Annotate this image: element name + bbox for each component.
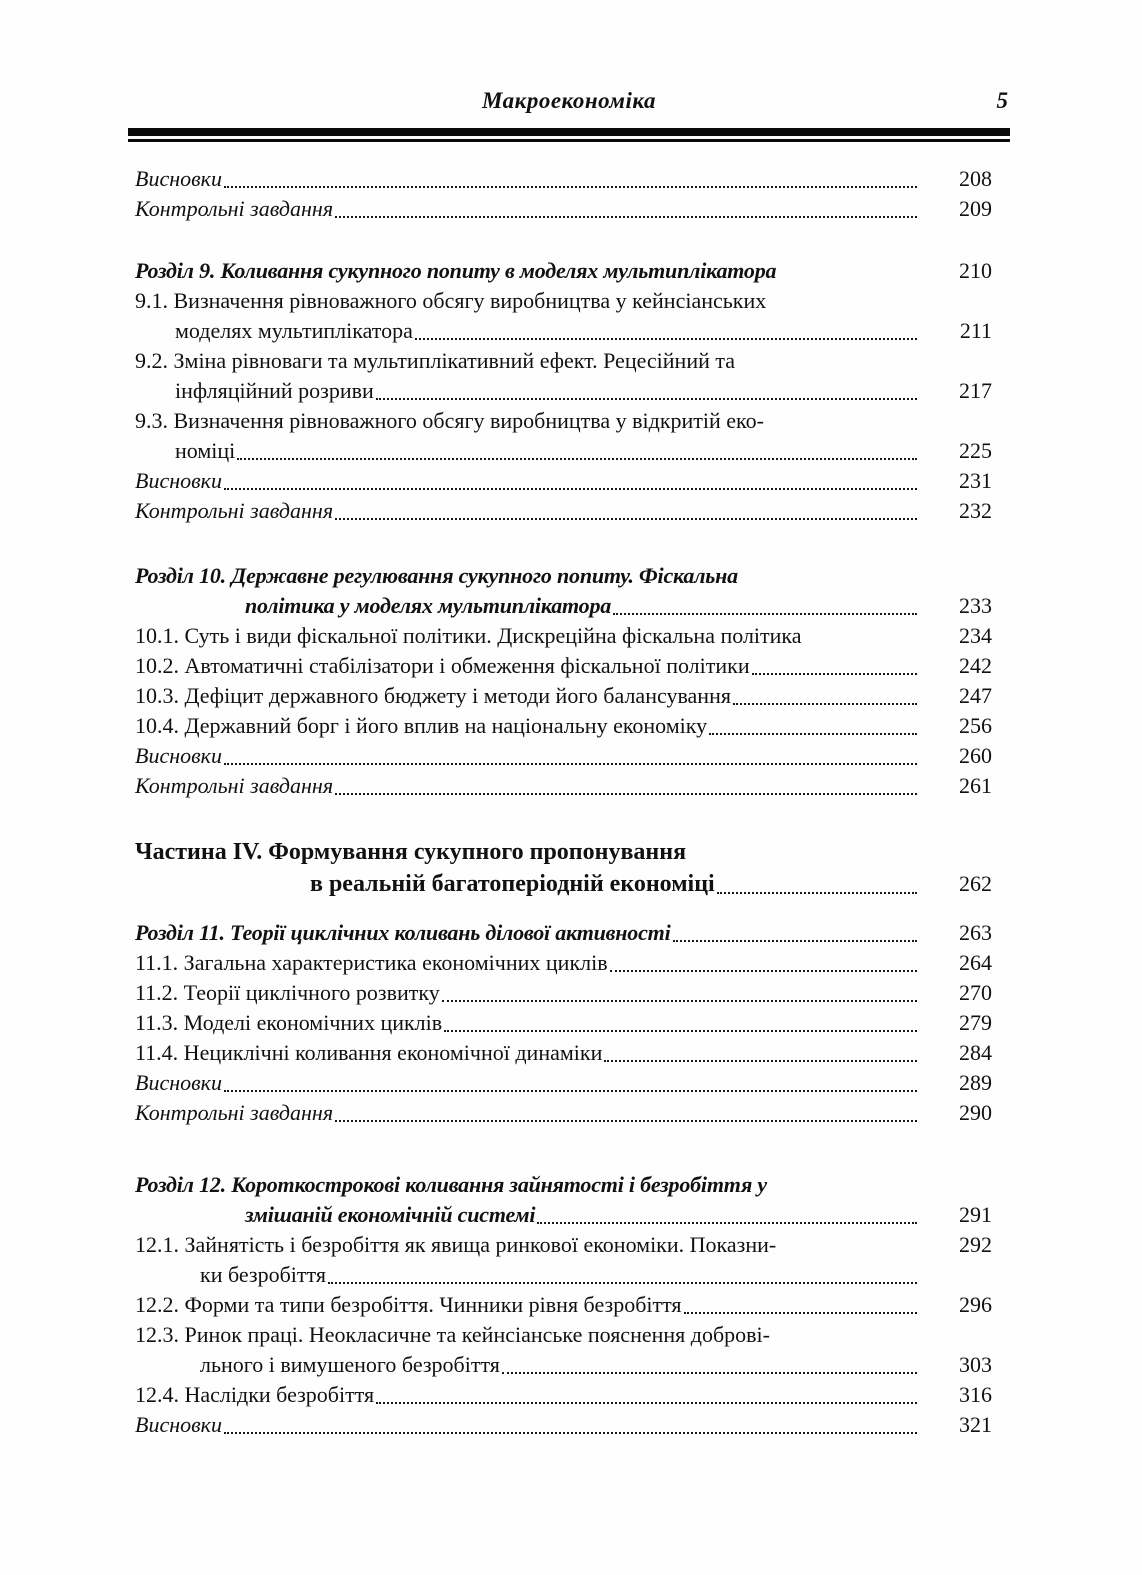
toc-page-number: 290 [959,1100,992,1125]
toc-page-number: 296 [959,1292,992,1317]
toc-entry [135,978,992,1008]
dot-leader [237,458,917,460]
toc-line [135,406,992,436]
dot-leader [224,186,917,188]
toc-line [135,561,992,591]
toc-entry-text: Розділ 11. Теорії циклічних коливань ділової активності [135,920,671,945]
toc-line [135,1230,992,1260]
toc-page-number: 316 [959,1382,992,1407]
toc-line [135,978,992,1008]
toc-page-number [920,561,992,591]
toc-line [135,1350,992,1380]
toc-page-number: 321 [959,1412,992,1437]
toc-page-number: 211 [959,318,992,343]
toc-entry [135,164,992,194]
toc-entry [135,466,992,496]
toc-entry-text: 10.3. Дефіцит державного бюджету і методи його балансування [135,683,731,708]
toc-line [135,1410,992,1440]
dot-leader [335,216,917,218]
header-rule-thick [128,128,1010,136]
toc-line [135,1290,992,1320]
toc-page-number: 209 [959,196,992,221]
dot-leader [752,673,917,675]
dot-leader [415,338,917,340]
toc-page-number: 232 [959,498,992,523]
toc-line [135,1380,992,1410]
toc-entry [135,711,992,741]
dot-leader [335,518,917,520]
toc-line [135,1170,992,1200]
toc-page-number [920,1170,992,1200]
dot-leader [610,970,917,972]
toc-entry [135,1008,992,1038]
toc-entry-text: номіці [175,438,236,463]
toc-entry-text: Контрольні завдання [135,773,334,798]
table-of-contents [135,142,992,1440]
toc-page-number: 225 [959,438,992,463]
toc-line [135,466,992,496]
toc-line [135,1068,992,1098]
toc-entry-text: 11.4. Нециклічні коливання економічної динаміки [135,1040,603,1065]
toc-entry-text: Розділ 12. Короткострокові коливання зайнятості і безробіття у [135,1172,767,1197]
toc-page-number: 261 [959,773,992,798]
toc-entry [135,1230,992,1290]
toc-page-number: 284 [959,1040,992,1065]
toc-entry-text: 11.1. Загальна характеристика економічних циклів [135,950,608,975]
toc-line [135,1098,992,1128]
toc-line [135,948,992,978]
toc-page-number: 231 [959,468,992,493]
toc-entry [135,771,992,801]
toc-page-number [920,286,992,316]
toc-entry [135,1068,992,1098]
toc-entry [135,741,992,771]
toc-page-number [920,406,992,436]
toc-page-number: 234 [959,623,992,648]
toc-entry-text: Висновки [135,1412,222,1437]
dot-leader [604,1060,917,1062]
toc-line [135,256,992,286]
toc-entry-text: Розділ 9. Коливання сукупного попиту в моделях мультиплікатора [135,258,777,283]
toc-entry [135,194,992,224]
toc-entry [135,1380,992,1410]
toc-entry-text: моделях мультиплікатора [175,318,413,343]
toc-page-number: 217 [959,378,992,403]
toc-entry [135,651,992,681]
dot-leader [335,793,917,795]
page-header [128,0,1010,116]
toc-entry-text: 12.2. Форми та типи безробіття. Чинники рівня безробіття [135,1292,682,1317]
toc-page-number: 291 [959,1202,992,1227]
toc-entry [135,561,992,621]
toc-entry [135,918,992,948]
toc-entry [135,406,992,466]
toc-entry-text: в реальній багатоперіодній економіці [310,871,715,897]
toc-line [135,771,992,801]
toc-entry-text: Висновки [135,166,222,191]
toc-entry-text: 10.2. Автоматичні стабілізатори і обмеження фіскальної політики [135,653,750,678]
toc-page-number: 242 [959,653,992,678]
toc-entry [135,948,992,978]
toc-line [135,1038,992,1068]
toc-page-number: 292 [959,1232,992,1257]
running-title: Макроекономіка [482,88,656,113]
dot-leader [717,892,917,894]
toc-line [135,194,992,224]
toc-page-number [920,1320,992,1350]
toc-entry-text: Контрольні завдання [135,196,334,221]
toc-entry-text: 12.3. Ринок праці. Неокласичне та кейнсіанське пояснення доброві- [135,1322,770,1347]
dot-leader [673,940,918,942]
toc-entry-text: 10.1. Суть і види фіскальної політики. Дискреційна фіскальна політика [135,623,802,648]
header-rule [128,128,1010,142]
toc-line [135,681,992,711]
dot-leader [444,1030,917,1032]
toc-entry-text: льного і вимушеного безробіття [200,1352,500,1377]
toc-line [135,496,992,526]
toc-entry-text: 12.4. Наслідки безробіття [135,1382,375,1407]
toc-page-number: 303 [959,1352,992,1377]
toc-entry-text: 12.1. Зайнятість і безробіття як явища ринкової економіки. Показни- [135,1232,777,1257]
dot-leader [224,1432,917,1434]
toc-entry-text: Частина IV. Формування сукупного пропонування [135,839,687,865]
dot-leader [537,1222,917,1224]
toc-entry-text: 11.2. Теорії циклічного розвитку [135,980,440,1005]
toc-entry [135,836,992,900]
toc-entry-text: Контрольні завдання [135,1100,334,1125]
toc-line [135,346,992,376]
toc-line [135,1008,992,1038]
toc-line [135,741,992,771]
toc-page-number: 260 [959,743,992,768]
dot-leader [224,763,917,765]
toc-entry [135,681,992,711]
toc-page-number: 289 [959,1070,992,1095]
toc-entry-text: Контрольні завдання [135,498,334,523]
toc-page-number: 264 [959,950,992,975]
toc-page-number: 208 [959,166,992,191]
toc-line [135,918,992,948]
folio-page-number: 5 [996,88,1008,113]
dot-leader [613,613,917,615]
toc-page-number [920,836,992,868]
toc-line [135,164,992,194]
toc-line [135,711,992,741]
toc-entry [135,346,992,406]
toc-page-number: 247 [959,683,992,708]
dot-leader [502,1372,917,1374]
toc-page-number: 270 [959,980,992,1005]
toc-entry [135,1170,992,1230]
toc-page-number [920,1260,992,1290]
toc-entry [135,1038,992,1068]
dot-leader [733,703,917,705]
toc-entry-text: інфляційний розриви [175,378,374,403]
toc-entry-text: 9.2. Зміна рівноваги та мультиплікативний ефект. Рецесійний та [135,348,736,373]
toc-page-number [920,346,992,376]
toc-entry-text: 9.3. Визначення рівноважного обсягу виробництва у відкритій еко- [135,408,764,433]
dot-leader [335,1120,917,1122]
toc-entry-text: Висновки [135,743,222,768]
toc-line [135,1260,992,1290]
toc-entry [135,256,992,286]
toc-line [135,436,992,466]
toc-line [135,591,992,621]
toc-entry [135,286,992,346]
toc-page-number: 279 [959,1010,992,1035]
toc-entry [135,1320,992,1380]
dot-leader [709,733,917,735]
toc-line [135,868,992,900]
toc-entry [135,1290,992,1320]
dot-leader [224,1090,917,1092]
dot-leader [328,1282,917,1284]
toc-entry [135,1098,992,1128]
toc-entry [135,1410,992,1440]
toc-entry-text: 9.1. Визначення рівноважного обсягу виробництва у кейнсіанських [135,288,767,313]
toc-entry [135,496,992,526]
toc-line [135,1200,992,1230]
dot-leader [442,1000,917,1002]
dot-leader [684,1312,917,1314]
toc-page-number: 263 [959,920,992,945]
dot-leader [376,398,917,400]
toc-line [135,836,992,868]
dot-leader [376,1402,917,1404]
toc-entry-text: 11.3. Моделі економічних циклів [135,1010,443,1035]
toc-entry-text: Розділ 10. Державне регулювання сукупного попиту. Фіскальна [135,563,738,588]
toc-entry-text: політика у моделях мультиплікатора [245,593,612,618]
toc-page-number: 262 [959,871,992,896]
toc-line [135,621,992,651]
toc-page-number: 256 [959,713,992,738]
toc-entry-text: ки безробіття [200,1262,326,1287]
toc-line [135,316,992,346]
toc-page-number: 233 [959,593,992,618]
toc-line [135,651,992,681]
toc-entry-text: Висновки [135,1070,222,1095]
toc-page-number: 210 [959,258,992,283]
toc-entry [135,621,992,651]
toc-entry-text: 10.4. Державний борг і його вплив на національну економіку [135,713,708,738]
toc-line [135,286,992,316]
toc-line [135,1320,992,1350]
toc-line [135,376,992,406]
toc-entry-text: змішаній економічній системі [245,1202,536,1227]
dot-leader [224,488,917,490]
toc-entry-text: Висновки [135,468,222,493]
